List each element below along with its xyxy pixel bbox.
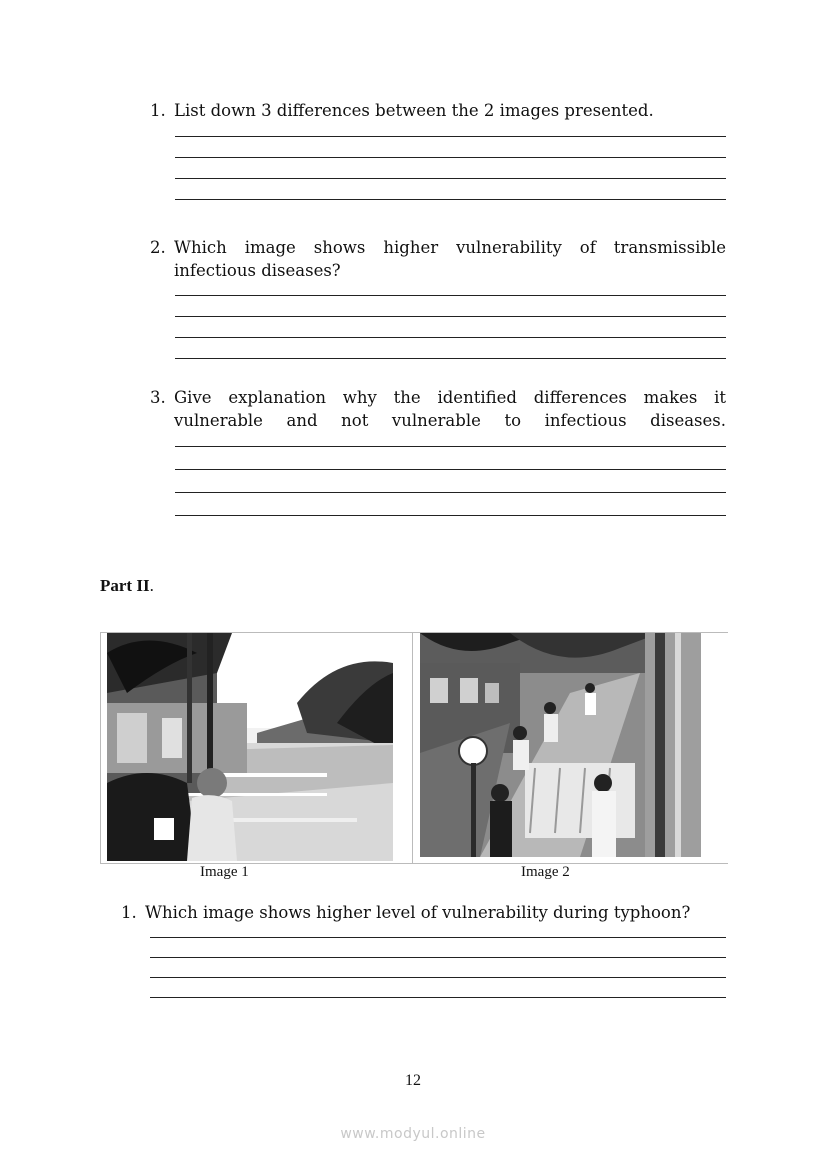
part-heading xyxy=(100,576,154,596)
question-text: Which image shows higher level of vulnerability during typhoon? xyxy=(145,903,691,922)
answer-line[interactable] xyxy=(150,977,726,978)
watermark: www.modyul.online xyxy=(340,1126,486,1142)
answer-line[interactable] xyxy=(175,136,726,137)
question-text: Give explanation why the identified differences makes it vulnerable and not vulnerable to infectious diseases. xyxy=(174,388,726,430)
answer-line[interactable] xyxy=(175,358,726,359)
answer-line[interactable] xyxy=(175,199,726,200)
answer-line[interactable] xyxy=(175,157,726,158)
answer-line[interactable] xyxy=(175,316,726,317)
answer-line[interactable] xyxy=(175,178,726,179)
answer-line[interactable] xyxy=(175,295,726,296)
question-text: List down 3 differences between the 2 images presented. xyxy=(174,101,654,120)
answer-line[interactable] xyxy=(150,997,726,998)
answer-line[interactable] xyxy=(175,446,726,447)
question-text: Which image shows higher vulnerability of transmissible infectious diseases? xyxy=(174,238,726,280)
answer-line[interactable] xyxy=(175,515,726,516)
question-number: 2. xyxy=(150,238,166,257)
answer-line[interactable] xyxy=(150,937,726,938)
question-number: 1. xyxy=(121,903,137,922)
question-number: 3. xyxy=(150,388,166,407)
answer-line[interactable] xyxy=(175,469,726,470)
answer-line[interactable] xyxy=(150,957,726,958)
part-heading-period: . xyxy=(149,576,154,595)
crowded-walkway-illustration xyxy=(420,633,701,857)
answer-line[interactable] xyxy=(175,337,726,338)
image-table-divider xyxy=(412,632,413,863)
flooded-canal-photo xyxy=(107,633,393,861)
image-2-caption: Image 2 xyxy=(521,864,570,880)
crowded-walkway-photo xyxy=(420,633,701,857)
page-number: 12 xyxy=(405,1072,421,1089)
image-1-caption: Image 1 xyxy=(200,864,249,880)
part-heading-label: Part II xyxy=(100,576,150,595)
question-number: 1. xyxy=(150,101,166,120)
flooded-canal-illustration xyxy=(107,633,393,861)
answer-line[interactable] xyxy=(175,492,726,493)
